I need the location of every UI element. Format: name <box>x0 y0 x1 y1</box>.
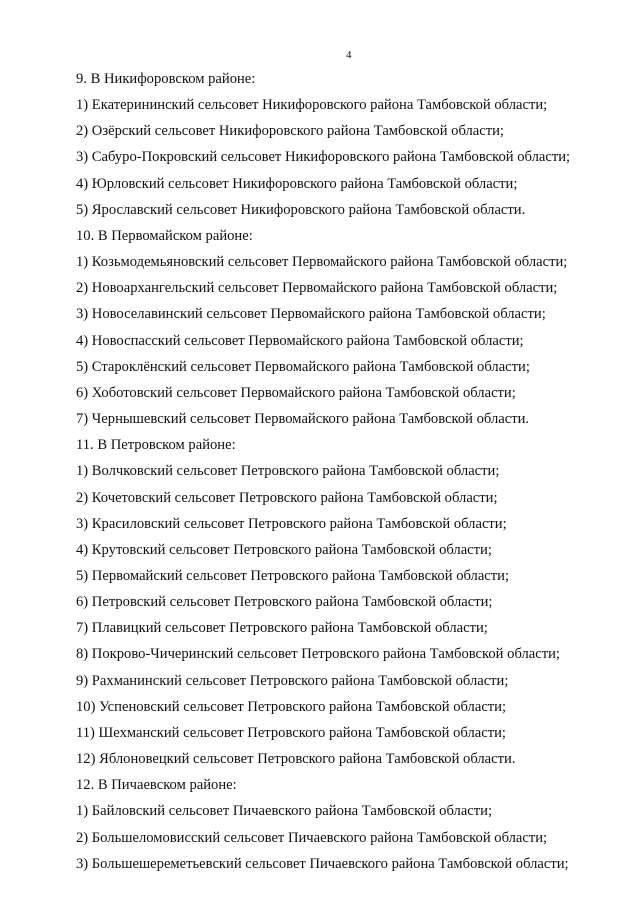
list-item: 3) Новоселавинский сельсовет Первомайского района Тамбовской области; <box>76 306 546 323</box>
list-item: 1) Волчковский сельсовет Петровского района Тамбовской области; <box>76 463 500 480</box>
list-item: 2) Кочетовский сельсовет Петровского района Тамбовской области; <box>76 489 498 506</box>
section-heading: 9. В Никифоровском районе: <box>76 71 256 87</box>
section-heading: 10. В Первомайском районе: <box>76 227 253 244</box>
document-body <box>76 66 636 877</box>
list-item: 2) Новоархангельский сельсовет Первомайского района Тамбовской области; <box>76 280 558 297</box>
list-item: 7) Плавицкий сельсовет Петровского района Тамбовской области; <box>76 620 488 637</box>
list-item: 6) Хоботовский сельсовет Первомайского района Тамбовской области; <box>76 384 516 401</box>
list-item: 1) Байловский сельсовет Пичаевского района Тамбовской области; <box>76 803 493 820</box>
list-item: 1) Козьмодемьяновский сельсовет Первомайского района Тамбовской области; <box>76 254 568 271</box>
list-item: 4) Крутовский сельсовет Петровского района Тамбовской области; <box>76 541 492 558</box>
list-item: 8) Покрово-Чичеринский сельсовет Петровского района Тамбовской области; <box>76 646 560 663</box>
list-item: 3) Сабуро-Покровский сельсовет Никифоровского района Тамбовской области; <box>76 149 571 166</box>
list-item: 6) Петровский сельсовет Петровского района Тамбовской области; <box>76 594 493 611</box>
list-item: 3) Большешереметьевский сельсовет Пичаевского района Тамбовской области; <box>76 855 569 872</box>
list-item: 4) Юрловский сельсовет Никифоровского района Тамбовской области; <box>76 175 518 192</box>
list-item: 5) Староклёнский сельсовет Первомайского района Тамбовской области; <box>76 358 530 375</box>
list-item: 9) Рахманинский сельсовет Петровского района Тамбовской области; <box>76 672 509 689</box>
list-item: 5) Первомайский сельсовет Петровского района Тамбовской области; <box>76 567 510 584</box>
list-item: 4) Новоспасский сельсовет Первомайского района Тамбовской области; <box>76 332 524 349</box>
list-item: 7) Чернышевский сельсовет Первомайского района Тамбовской области. <box>76 411 530 428</box>
list-item: 2) Озёрский сельсовет Никифоровского района Тамбовской области; <box>76 123 504 140</box>
list-item: 1) Екатерининский сельсовет Никифоровского района Тамбовской области; <box>76 97 548 114</box>
list-item: 3) Красиловский сельсовет Петровского района Тамбовской области; <box>76 515 507 532</box>
list-item: 5) Ярославский сельсовет Никифоровского района Тамбовской области. <box>76 201 526 218</box>
list-item: 12) Яблоновецкий сельсовет Петровского района Тамбовской области. <box>76 751 516 768</box>
list-item: 10) Успеновский сельсовет Петровского района Тамбовской области; <box>76 698 507 715</box>
section-heading: 12. В Пичаевском районе: <box>76 777 237 794</box>
list-item: 2) Большеломовисский сельсовет Пичаевского района Тамбовской области; <box>76 829 548 846</box>
section-heading: 11. В Петровском районе: <box>76 437 236 454</box>
list-item: 11) Шехманский сельсовет Петровского района Тамбовской области; <box>76 724 506 741</box>
page-number: 4 <box>346 49 352 61</box>
